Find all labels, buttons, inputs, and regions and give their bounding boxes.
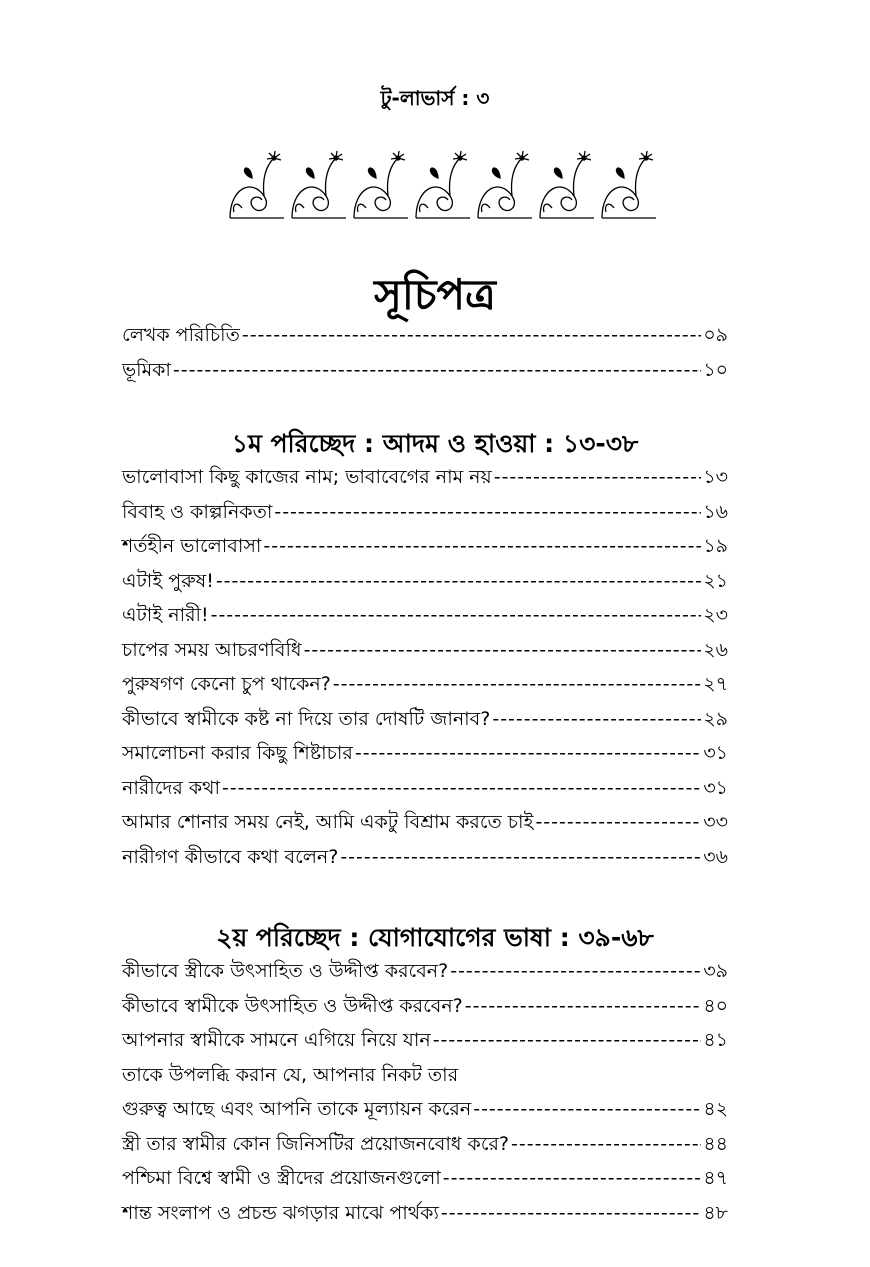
toc-entry[interactable]: পুরুষগণ কেনো চুপ থাকেন? ----- ২৭ [122,667,728,702]
page-number: ৪১ [703,1029,728,1051]
toc-entry[interactable]: লেখক পরিচিতি ----- ০৯ [122,318,728,353]
chapter-heading: ১ম পরিচ্ছেদ : আদম ও হাওয়া : ১৩-৩৮ [231,429,639,458]
toc-entry[interactable]: পশ্চিমা বিশ্বে স্বামী ও স্ত্রীদের প্রয়োজনগুলো ----- ৪৭ [122,1161,728,1196]
page-number: ২৭ [703,673,728,695]
page-number: ৩১ [703,776,728,799]
page-number: ২১ [703,569,728,592]
page-number: ৪৪ [703,1132,728,1155]
toc-entry[interactable]: নারীদের কথা ----- ৩১ [122,771,728,806]
toc-entry[interactable]: বিবাহ ও কাল্পনিকতা ----- ১৬ [122,495,728,530]
page-number: ৩১ [703,742,728,764]
toc-entry[interactable]: ভূমিকা ----- ১০ [122,353,728,388]
dot-leader [216,564,702,599]
dot-leader [263,529,701,564]
dot-leader [242,318,701,353]
dot-leader [443,1161,702,1196]
dot-leader [274,495,701,530]
dot-leader [304,633,702,668]
page-number: ২৯ [703,707,728,730]
page-number: ৪৭ [703,1167,728,1189]
toc-entry[interactable]: কীভাবে স্বামীকে উৎসাহিত ও উদ্দীপ্ত করবেন? ----- ৪০ [122,989,728,1024]
toc-entry[interactable]: কীভাবে স্ত্রীকে উৎসাহিত ও উদ্দীপ্ত করবেন? ----- ৩৯ [122,954,728,989]
toc-entry[interactable]: এটাই পুরুষ! ----- ২১ [122,564,728,599]
dot-leader [441,1196,701,1231]
toc-entry[interactable]: কীভাবে স্বামীকে কষ্ট না দিয়ে তার দোষটি জানাব? ----- ২৯ [122,702,728,737]
dot-leader [492,702,701,737]
page-number: ০৯ [703,324,728,346]
dot-leader [173,353,701,388]
chapter-heading: ২য় পরিচ্ছেদ : যোগাযোগের ভাষা : ৩৯-৬৮ [216,923,654,952]
toc-entry[interactable]: আমার শোনার সময় নেই, আমি একটু বিশ্রাম করতে চাই ----- ৩৩ [122,805,728,840]
dot-leader [511,1127,701,1162]
dot-leader [494,460,702,495]
dot-leader [355,736,701,771]
dot-leader [450,954,701,989]
toc-entry[interactable]: এটাই নারী! ----- ২৩ [122,598,728,633]
chapter-2-list [122,954,728,1230]
dot-leader [222,771,701,806]
running-header: টু-লাভার্স : ৩ [380,86,490,110]
toc-entry[interactable]: স্ত্রী তার স্বামীর কোন জিনিসটির প্রয়োজনবোধ করে? ----- ৪৪ [122,1127,728,1162]
front-matter-list [122,318,728,387]
toc-entry[interactable]: আপনার স্বামীকে সামনে এগিয়ে নিয়ে যান ----- ৪১ [122,1023,728,1058]
page-number: ৪০ [703,994,728,1017]
floral-border-ornament-icon [222,148,658,228]
toc-entry[interactable]: সমালোচনা করার কিছু শিষ্টাচার ----- ৩১ [122,736,728,771]
toc-entry[interactable]: গুরুত্ব আছে এবং আপনি তাকে মূল্যায়ন করেন ----- ৪২ [122,1092,728,1127]
dot-leader [465,989,702,1024]
dot-leader [433,1023,702,1058]
toc-entry[interactable]: শান্ত সংলাপ ও প্রচন্ড ঝগড়ার মাঝে পার্থক্য ----- ৪৮ [122,1196,728,1231]
dot-leader [473,1092,701,1127]
page-number: ১৯ [703,535,728,557]
page-number: ১৩ [703,466,728,488]
page-title: সূচিপত্র [374,270,496,319]
chapter-1-list [122,460,728,874]
dot-leader [340,840,701,875]
toc-entry[interactable]: নারীগণ কীভাবে কথা বলেন? ----- ৩৬ [122,840,728,875]
page-number: ১৬ [703,500,728,523]
page-number: ২৬ [703,638,728,661]
dot-leader [535,805,701,840]
toc-entry-continued[interactable]: তাকে উপলব্ধি করান যে, আপনার নিকট তার [122,1063,459,1086]
toc-entry[interactable]: শর্তহীন ভালোবাসা ----- ১৯ [122,529,728,564]
toc-entry[interactable]: ভালোবাসা কিছু কাজের নাম; ভাবাবেগের নাম নয় ----- ১৩ [122,460,728,495]
page-number: ৩৬ [703,845,728,868]
page-number: ৩৩ [703,811,728,833]
page-number: ৪৮ [703,1201,728,1224]
page-number: ২৩ [703,604,728,626]
dot-leader [211,598,702,633]
dot-leader [333,667,701,702]
page-number: ৪২ [703,1098,728,1120]
page-number: ৩৯ [703,960,728,982]
page-number: ১০ [703,358,728,381]
toc-entry[interactable]: চাপের সময় আচরণবিধি ----- ২৬ [122,633,728,668]
